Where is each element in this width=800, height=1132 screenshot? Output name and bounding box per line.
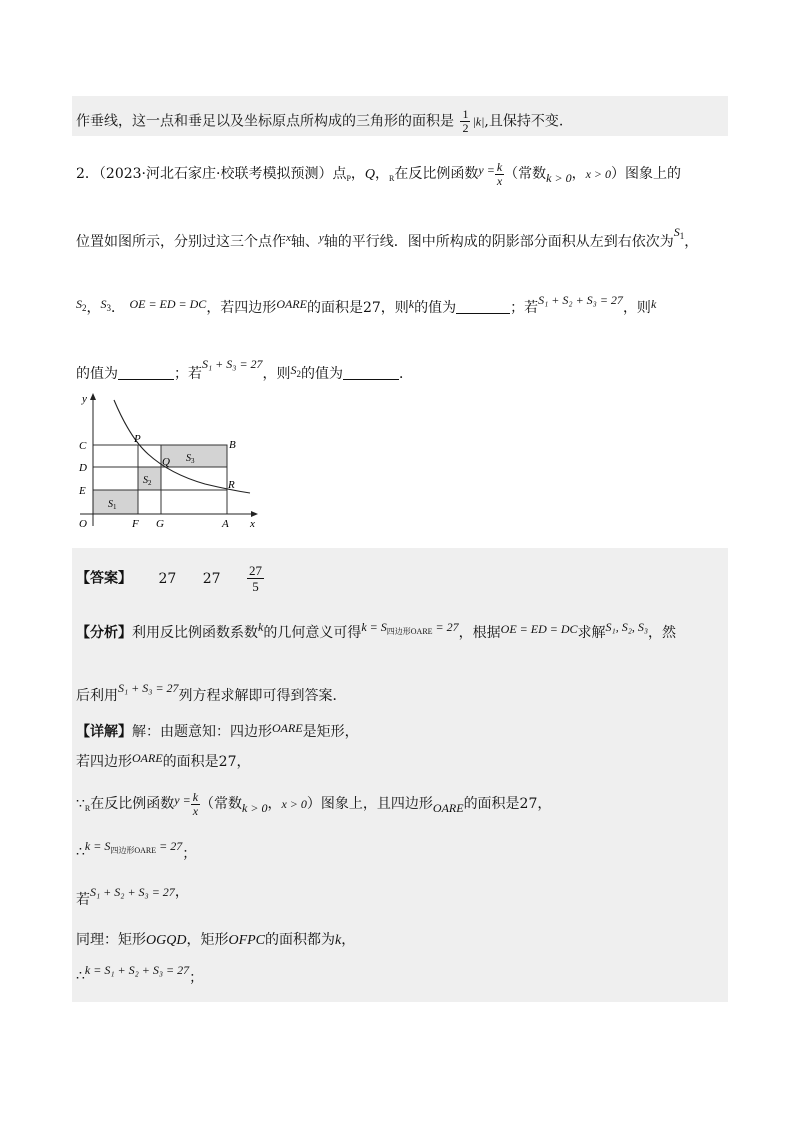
problem-line-3: $S_2$，$S_3$． OE = ED = DC，若四边形OARE的面积是27，则k的值为 ；若S₁ + S₂ + S₃ = 27，则k (76, 293, 657, 316)
blank-1[interactable] (456, 299, 510, 314)
analysis-line-1: 【分析】利用反比例函数系数k的几何意义可得$k = S_{四边形OARE} = 27$，根据OE = ED = DC求解S₁, S₂, S₃，然 (76, 620, 677, 641)
detail-line-7: ∴k = S₁ + S₂ + S₃ = 27； (76, 963, 204, 986)
x-axis-arrow (251, 511, 258, 517)
label-R: R (228, 479, 235, 491)
half-fraction: $\frac{1}{2}$ (462, 107, 469, 135)
label-y: y (82, 393, 87, 405)
problem-line-1: 2．（2023·河北石家庄·校联考模拟预测）点$_P$，Q，$_R$在反比例函数y = $\frac{k}{x}$ （常数k > 0，x > 0）图象上的 (76, 159, 682, 188)
label-F: F (132, 518, 139, 530)
detail-fn-fraction: $\frac{k}{x}$ (192, 789, 199, 818)
analysis-line-2: 后利用S₁ + S₃ = 27列方程求解即可得到答案． (76, 681, 347, 704)
blank-3[interactable] (343, 365, 399, 380)
detail-line-4: ∴k = $S_{四边形OARE} = 27$； (76, 839, 197, 862)
label-S3: $S_3$ (186, 453, 195, 465)
label-S1: $S_1$ (108, 499, 117, 511)
label-x: x (250, 518, 255, 530)
label-E: E (79, 485, 86, 497)
y-axis-arrow (90, 393, 96, 400)
label-S2: $S_2$ (143, 475, 152, 487)
label-G: G (156, 518, 164, 530)
answer-fraction: $\frac{27}{5}$ (249, 563, 263, 594)
label-C: C (79, 440, 87, 452)
s1-symbol: $S_1$ (673, 225, 685, 241)
label-D: D (79, 462, 87, 474)
answer-line: 【答案】 27 27 $\frac{27}{5}$ (76, 563, 263, 594)
label-A: A (222, 518, 229, 530)
problem-line-4: 的值为 ；若S₁ + S₃ = 27，则$S_2$的值为 ． (76, 357, 414, 382)
blank-2[interactable] (118, 365, 174, 380)
detail-line-2: 若四边形OARE的面积是27， (76, 751, 251, 770)
label-P: P (134, 433, 141, 445)
problem-line-2: 位置如图所示，分别过这三个点作$^x$轴、$^y$轴的平行线．图中所构成的阴影部分面积从左到右依次为$S_1$， (76, 225, 699, 250)
figure (70, 388, 270, 538)
fn-fraction: $\frac{k}{x}$ (496, 159, 503, 188)
label-Q: Q (162, 456, 170, 468)
intro-line: 作垂线，这一点和垂足以及坐标原点所构成的三角形的面积是 $\frac{1}{2}$ |k|,且保持不变. (76, 107, 564, 135)
label-O: O (79, 518, 87, 530)
detail-line-1: 【详解】解：由题意知：四边形OARE是矩形， (76, 721, 359, 740)
label-B: B (229, 439, 236, 451)
detail-line-5: 若S₁ + S₂ + S₃ = 27， (76, 884, 189, 908)
detail-line-3: $\because_R$在反比例函数y = $\frac{k}{x}$ （常数k > 0，x > 0）图象上，且四边形OARE的面积是27， (76, 789, 552, 818)
detail-line-6: 同理：矩形OGQD，矩形OFPC的面积都为k， (76, 932, 356, 948)
